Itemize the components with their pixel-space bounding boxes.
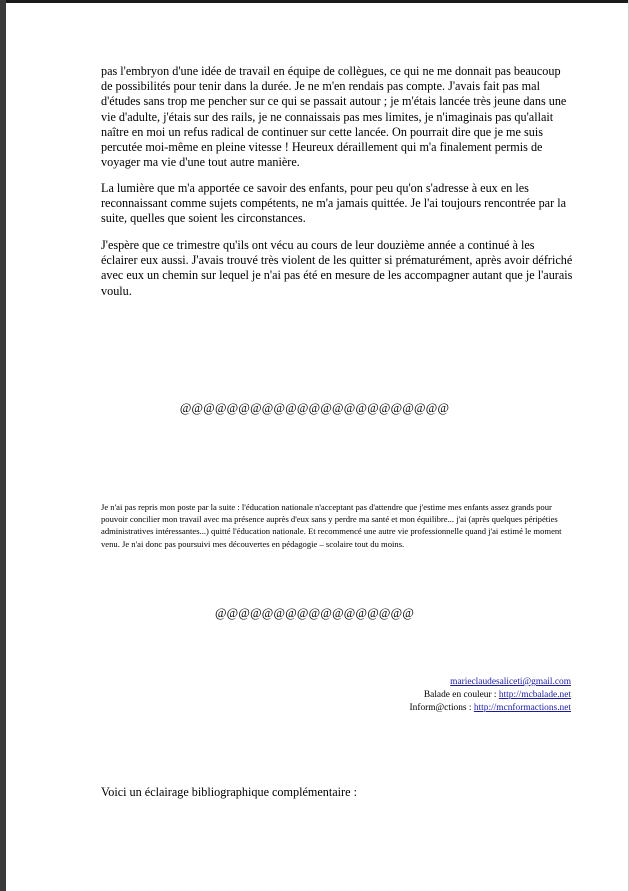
- inform-label: Inform@ctions :: [409, 702, 474, 713]
- bibliography-heading: Voici un éclairage bibliographique complémentaire :: [101, 785, 357, 799]
- paragraph-3: J'espère que ce trimestre qu'ils ont vécu au cours de leur douzième année a continué à les éclairer eux aussi. J'avais trouvé très violent de les quitter si prématurément, après avoir défriché avec eux un chemin sur lequel je n'ai pas été en mesure de les accompagner autant que je l'aurais voulu.: [101, 238, 573, 298]
- balade-link[interactable]: http://mcbalade.net: [498, 689, 571, 700]
- balade-line: [410, 689, 571, 702]
- page-top-border: [0, 0, 629, 3]
- paragraph-1: pas l'embryon d'une idée de travail en équipe de collègues, ce qui ne me donnait pas beaucoup de possibilités pour tenir dans la durée. Je ne m'en rendais pas compte. J'avais fait pas mal d'études sans trop me pencher sur ce qui se passait autour ; je m'étais lancée très jeune dans une vie d'adulte, j'étais sur des rails, je ne connaissais pas mes limites, je n'imaginais pas qu'allait naître en moi un refus radical de continuer sur cette lancée. On pourrait dire que je me suis percutée moi-même en pleine vitesse ! Heureux déraillement qui m'a finalement permis de voyager ma vie d'une tout autre manière.: [101, 64, 567, 170]
- contact-block: [410, 676, 571, 714]
- footnote-paragraph: Je n'ai pas repris mon poste par la suite : l'éducation nationale n'acceptant pas d'attendre que j'estime mes enfants assez grands pour pouvoir concilier mon travail avec ma présence auprès d'eux sans y perdre ma santé et mon équilibre... j'ai (après quelques péripéties administratives intéressantes...) quitté l'éducation nationale. Et recommencé une autre vie professionnelle quand j'ai estimé le moment venu. Je n'ai donc pas poursuivi mes découvertes en pédagogie – scolaire tout du moins.: [101, 502, 562, 549]
- paragraph-2: La lumière que m'a apportée ce savoir des enfants, pour peu qu'on s'adresse à eux en les reconnaissant comme sujets compétents, ne m'a jamais quittée. Je l'ai toujours rencontrée par la suite, quelles que soient les circonstances.: [101, 181, 566, 226]
- inform-line: [410, 702, 571, 715]
- balade-label: Balade en couleur :: [423, 689, 499, 700]
- email-link[interactable]: marieclaudesaliceti@gmail.com: [450, 677, 571, 687]
- email-line: [410, 676, 571, 689]
- page-left-border: [0, 0, 6, 891]
- separator-2: @@@@@@@@@@@@@@@@@: [214, 606, 415, 620]
- inform-link[interactable]: http://mcnformactions.net: [473, 702, 571, 713]
- separator-1: @@@@@@@@@@@@@@@@@@@@@@@: [179, 401, 450, 415]
